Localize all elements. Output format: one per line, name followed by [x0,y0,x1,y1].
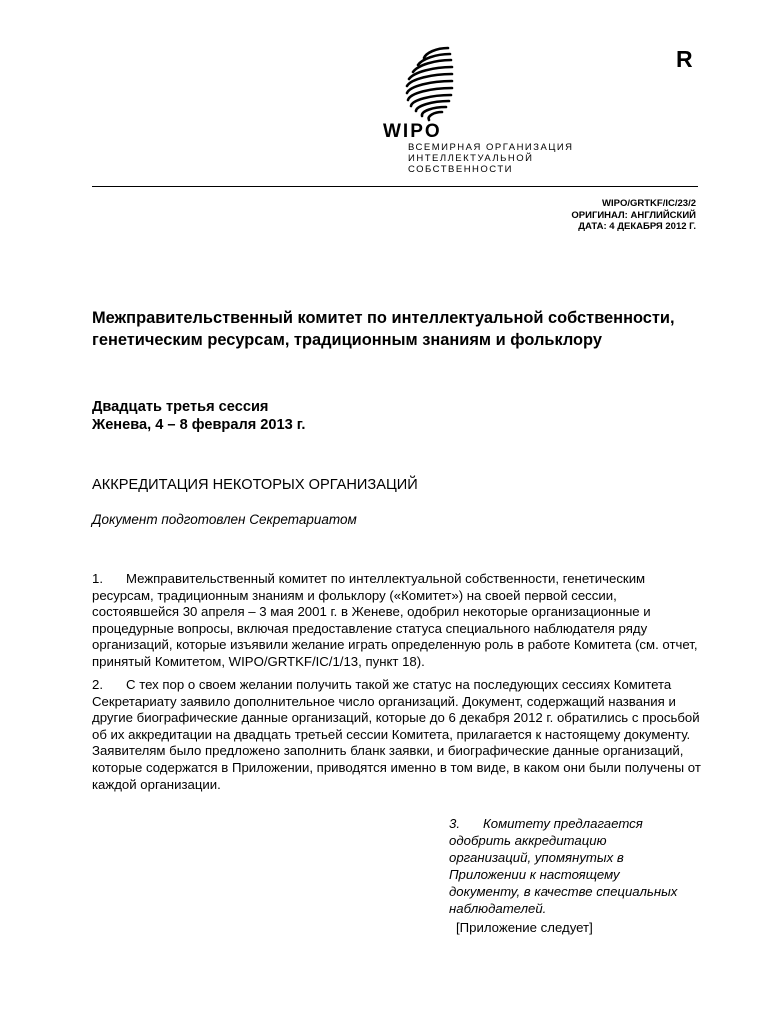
paragraph-2 [92,677,704,793]
language-code: R [676,46,693,72]
document-symbol: WIPO/GRTKF/IC/23/2 [602,198,696,209]
header-divider [92,186,698,187]
annex-note: [Приложение следует] [456,920,593,935]
wipo-logo-icon [398,44,466,124]
document-heading: АККРЕДИТАЦИЯ НЕКОТОРЫХ ОРГАНИЗАЦИЙ [92,477,418,493]
document-date: ДАТА: 4 ДЕКАБРЯ 2012 Г. [578,221,696,232]
logo-subtitle-line: ВСЕМИРНАЯ ОРГАНИЗАЦИЯ [408,142,574,153]
paragraph-number: 3. [449,816,460,831]
paragraph-text: Межправительственный комитет по интеллектуальной собственности, генетическим ресурсам, традиционным знаниям и фольклору («Комитет») на своей первой сессии, состоявшейся 30 апреля – 3 мая 2001 г. в Женеве, одобрил некоторые организационные и процедурные вопросы, включая предоставление статуса специального наблюдателя ряду организаций, которые изъявили желание играть определенную роль в работе Комитета (см. отчет, принятый Комитетом, WIPO/GRTKF/IC/1/13, пункт 18). [92,571,698,669]
logo-subtitle-line: СОБСТВЕННОСТИ [408,164,513,175]
session-info [92,398,305,434]
prepared-by: Документ подготовлен Секретариатом [92,512,357,527]
committee-title: Межправительственный комитет по интеллектуальной собственности, генетическим ресурсам, традиционным знаниям и фольклору [92,309,675,349]
logo-subtitle-line: ИНТЕЛЛЕКТУАЛЬНОЙ [408,153,534,164]
paragraph-text: Комитету предлагается одобрить аккредитацию организаций, упомянутых в Приложении к настоящему документу, в качестве специальных наблюдателей. [449,816,678,916]
paragraph-text: С тех пор о своем желании получить такой же статус на последующих сессиях Комитета Секретариату заявило дополнительное число организаций. Документ, содержащий названия и другие биографические данные организаций, которые до 6 декабря 2012 г. обратились с просьбой об их аккредитации на двадцать третьей сессии Комитета, прилагается к настоящему документу. Заявителям было предложено заполнить бланк заявки, и биографические данные организаций, которые содержатся в Приложении, приводятся именно в том виде, в каком они были получены от каждой организации. [92,677,701,792]
paragraph-1 [92,571,704,671]
session-venue: Женева, 4 – 8 февраля 2013 г. [92,417,306,433]
logo-subtitle [408,142,574,175]
paragraph-number: 1. [92,571,103,586]
document-meta [571,198,696,233]
paragraph-3-decision [449,815,689,917]
original-language: ОРИГИНАЛ: АНГЛИЙСКИЙ [571,209,696,221]
paragraph-number: 2. [92,677,103,692]
session-name: Двадцать третья сессия [92,399,269,415]
logo-wordmark: WIPO [383,121,442,142]
